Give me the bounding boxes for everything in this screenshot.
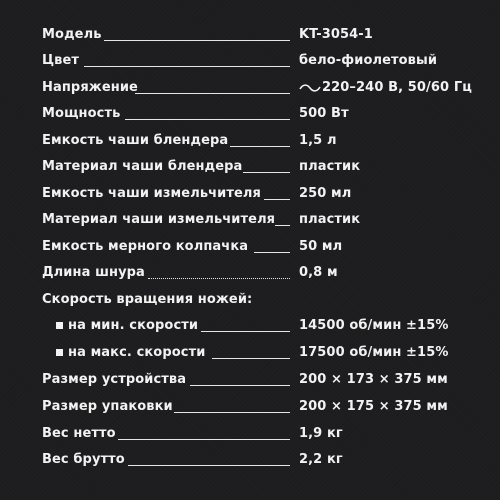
spec-label: Размер упаковки: [42, 399, 173, 414]
spec-row-speed-max: [0, 340, 500, 366]
leader-line: [230, 146, 290, 147]
spec-value: 200 × 175 × 375 мм: [299, 399, 448, 414]
leader-line: [201, 331, 290, 332]
spec-label: Вес брутто: [42, 452, 125, 467]
voltage-value: 220–240 В, 50/60 Гц: [322, 80, 472, 95]
spec-row-package-size: [0, 394, 500, 420]
leader-line: [118, 439, 290, 440]
leader-line: [174, 412, 290, 413]
spec-row-blender-material: [0, 154, 500, 180]
spec-label: Материал чаши измельчителя: [42, 212, 276, 227]
spec-heading: Скорость вращения ножей:: [42, 292, 253, 307]
leader-line: [254, 252, 290, 253]
spec-row-blender-capacity: [0, 128, 500, 154]
spec-value: 250 мл: [299, 186, 352, 201]
spec-row-device-size: [0, 367, 500, 393]
spec-value: 50 мл: [299, 239, 343, 254]
leader-line: [243, 172, 290, 173]
spec-row-cap-capacity: [0, 234, 500, 260]
spec-value: 1,9 кг: [299, 426, 343, 441]
square-bullet-icon: [56, 322, 63, 329]
spec-row-net-weight: [0, 421, 500, 447]
spec-label: Емкость чаши блендера: [42, 133, 229, 148]
spec-label: Модель: [42, 27, 102, 42]
square-bullet-icon: [56, 349, 63, 356]
spec-value: бело-фиолетовый: [299, 53, 438, 68]
spec-value: пластик: [299, 159, 361, 174]
leader-line: [128, 465, 290, 466]
spec-label: Напряжение: [42, 80, 138, 95]
spec-label: на мин. скорости: [68, 318, 199, 333]
leader-line: [125, 119, 290, 120]
spec-row-speed-heading: [0, 287, 500, 313]
spec-label: Вес нетто: [42, 426, 116, 441]
spec-row-chopper-material: [0, 207, 500, 233]
spec-row-speed-min: [0, 313, 500, 339]
spec-value: 500 Вт: [299, 106, 349, 121]
spec-label: Длина шнура: [42, 265, 145, 280]
spec-value: 17500 об/мин ±15%: [299, 345, 449, 360]
spec-row-gross-weight: [0, 447, 500, 473]
spec-value: 14500 об/мин ±15%: [299, 318, 449, 333]
spec-label: Цвет: [42, 53, 80, 68]
spec-row-color: [0, 48, 500, 74]
leader-line: [135, 93, 290, 94]
spec-value: 2,2 кг: [299, 452, 343, 467]
leader-line: [190, 385, 290, 386]
ac-symbol-icon: [299, 83, 321, 93]
spec-value: 200 × 173 × 375 мм: [299, 372, 448, 387]
leader-line: [275, 225, 290, 226]
spec-label: Материал чаши блендера: [42, 159, 243, 174]
spec-value: KT-3054-1: [299, 27, 373, 42]
spec-label: Мощность: [42, 106, 121, 121]
spec-value: [299, 75, 472, 101]
spec-row-model: [0, 22, 500, 48]
spec-value: пластик: [299, 212, 361, 227]
leader-line: [264, 199, 290, 200]
leader-line: [212, 358, 290, 359]
spec-label: Емкость чаши измельчителя: [42, 186, 261, 201]
spec-label: на макс. скорости: [68, 345, 206, 360]
spec-row-voltage: [0, 75, 500, 101]
leader-line: [84, 66, 290, 67]
leader-line: [148, 278, 290, 279]
spec-row-chopper-capacity: [0, 181, 500, 207]
spec-row-cord-length: [0, 260, 500, 286]
spec-row-power: [0, 101, 500, 127]
leader-line: [104, 40, 290, 41]
spec-value: 0,8 м: [299, 265, 338, 280]
spec-label: Размер устройства: [42, 372, 187, 387]
spec-label: Емкость мерного колпачка: [42, 239, 249, 254]
spec-value: 1,5 л: [299, 133, 337, 148]
